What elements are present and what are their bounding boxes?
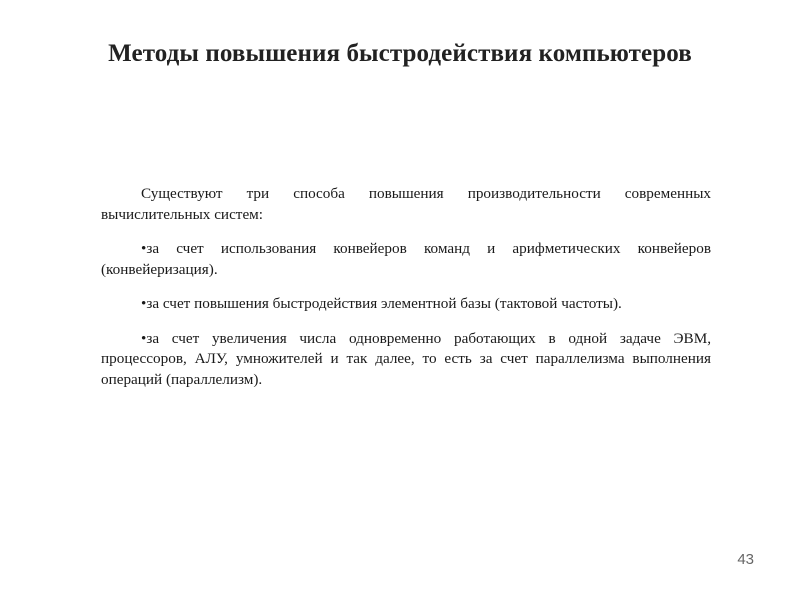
slide-title: Методы повышения быстродействия компьютеров [108,40,692,67]
list-item-text: за счет повышения быстродействия элементной базы (тактовой частоты). [146,295,622,312]
intro-paragraph: Существуют три способа повышения производительности современных вычислительных систем: [101,185,711,223]
bullet-icon: • [141,295,147,312]
list-item [101,294,711,315]
list-item-text: за счет увеличения числа одновременно работающих в одной задаче ЭВМ, процессоров, АЛУ, умножителей и так далее, то есть за счет параллелизма выполнения операций (параллелизм). [101,329,711,388]
bullet-icon: • [141,240,147,257]
bullet-icon: • [141,329,147,347]
list-item [101,329,711,391]
list-item [101,239,711,280]
slide-body [101,184,711,404]
page-number: 43 [737,551,754,568]
list-item-text: за счет использования конвейеров команд и арифметических конвейеров (конвейеризация). [101,240,711,278]
